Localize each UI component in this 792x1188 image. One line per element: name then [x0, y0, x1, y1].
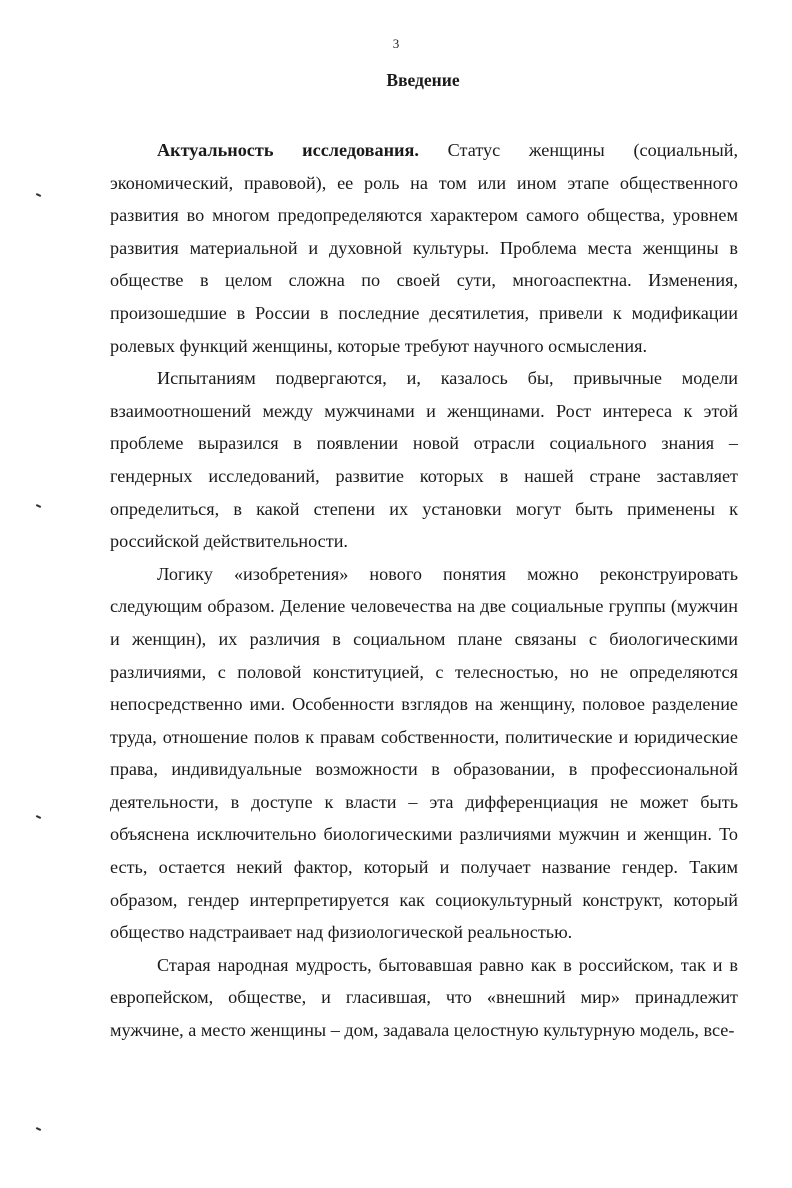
paragraph-1 — [110, 134, 738, 362]
paragraph-3: Логику «изобретения» нового понятия можно реконструировать следующим образом. Деление человечества на две социальные группы (мужчин и женщин), их различия в социальном плане связаны с биологическими различиями, с половой конституцией, с телесностью, но не определяются непосредственно ими. Особенности взглядов на женщину, половое разделение труда, отношение полов к правам собственности, политические и юридические права, индивидуальные возможности в образовании, в профессиональной деятельности, в доступе к власти – эта дифференциация не может быть объяснена исключительно биологическими различиями мужчин и женщин. То есть, остается некий фактор, который и получает название гендер. Таким образом, гендер интерпретируется как социокультурный конструкт, который общество надстраивает над физиологической реальностью. — [110, 563, 738, 943]
scan-mark — [36, 504, 41, 508]
page-number: 3 — [392, 36, 400, 51]
paragraph-2: Испытаниям подвергаются, и, казалось бы, привычные модели взаимоотношений между мужчинами и женщинами. Рост интереса к этой проблеме выразился в появлении новой отрасли социального знания – гендерных исследований, развитие которых в нашей стране заставляет определиться, в какой степени их установки могут быть применены к российской действительности. — [110, 368, 738, 552]
scan-mark — [36, 815, 41, 819]
paragraph-4: Старая народная мудрость, бытовавшая равно как в российском, так и в европейском, обществе, и гласившая, что «внешний мир» принадлежит мужчине, а место женщины – дом, задавала целостную культурную модель, все- — [110, 954, 738, 1041]
scan-mark — [36, 193, 41, 197]
paragraph-1-text: Статус женщины (социальный, экономический, правовой), ее роль на том или ином этапе общественного развития во многом предопределяются характером самого общества, уровнем развития материальной и духовной культуры. Проблема места женщины в обществе в целом сложна по своей сути, многоаспектна. Изменения, произошедшие в России в последние десятилетия, привели к модификации ролевых функций женщины, которые требуют научного осмысления. — [110, 140, 739, 356]
body-text — [110, 134, 738, 1047]
section-title: Введение — [386, 70, 460, 90]
paragraph-1-lead: Актуальность исследования. — [157, 140, 419, 160]
scan-mark — [36, 1127, 41, 1131]
